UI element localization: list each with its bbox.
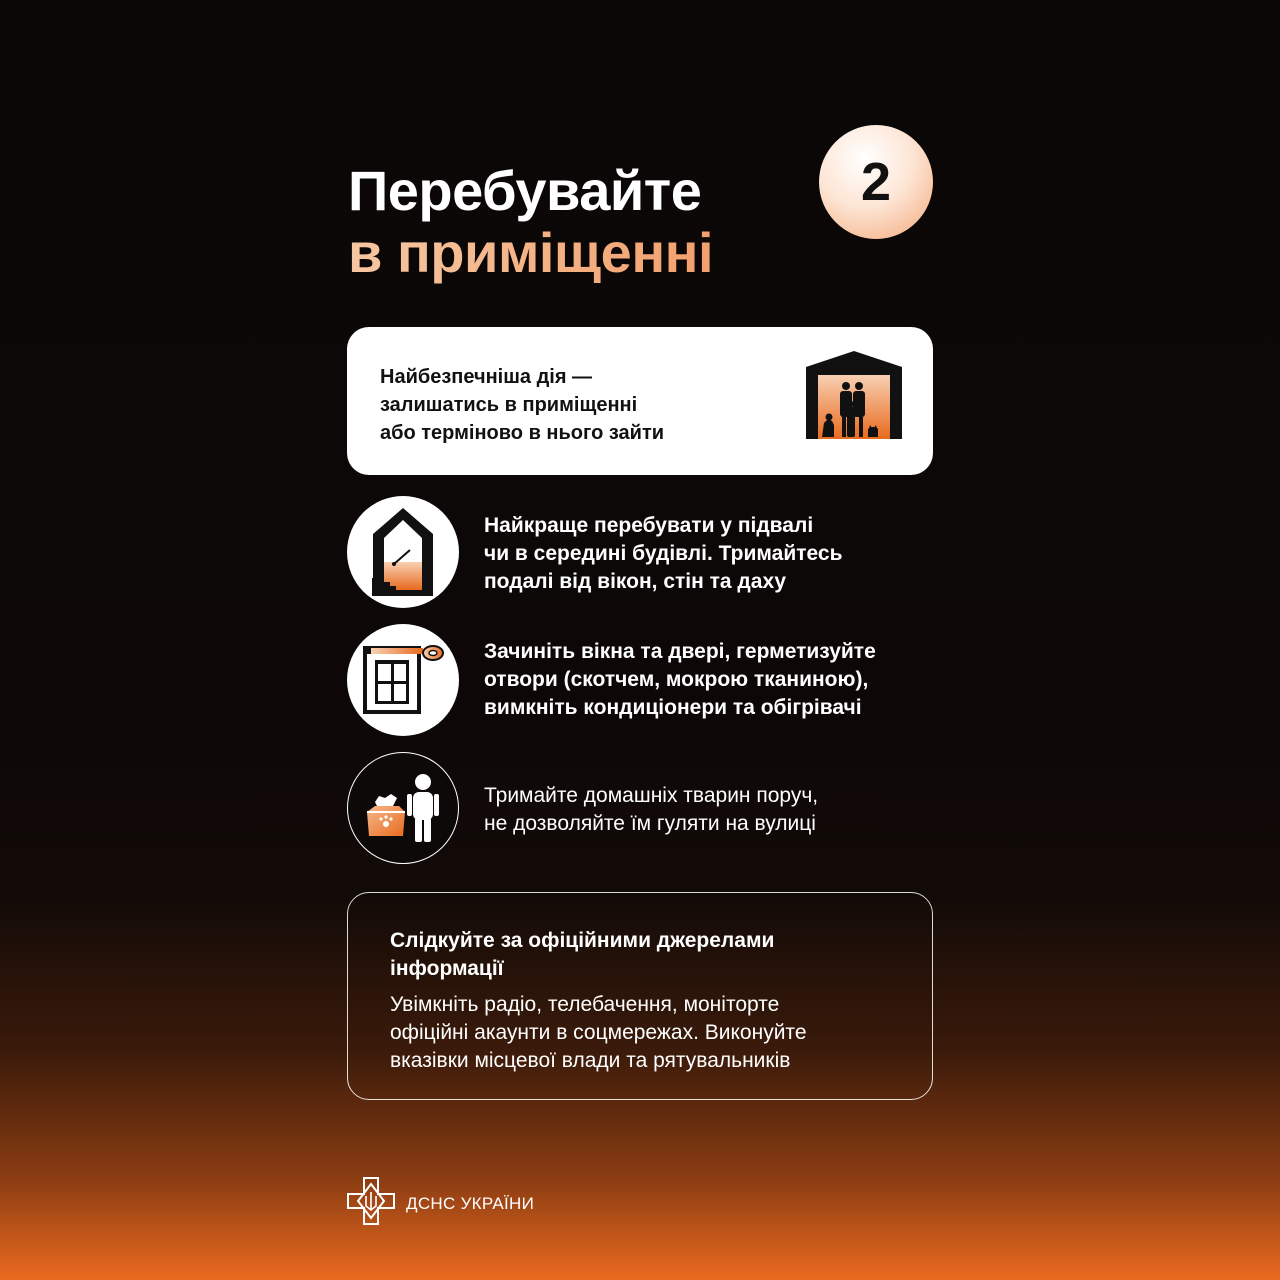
tip-basement-text xyxy=(484,512,944,596)
person-with-pet-icon xyxy=(347,752,459,864)
footer xyxy=(346,1176,534,1231)
tip-pets-text xyxy=(484,782,944,838)
dsns-emblem-icon xyxy=(346,1176,396,1231)
tip-pets-line-1: Тримайте домашніх тварин поруч, xyxy=(484,784,819,807)
key-advice-line-3: або терміново в нього зайти xyxy=(380,422,665,444)
key-advice-line-2: залишатись в приміщенні xyxy=(380,394,638,416)
official-sources-title-line-1: Слідкуйте за офіційними джерелами xyxy=(390,929,775,952)
official-sources-body-line-2: офіційні акаунти в соцмережах. Виконуйте xyxy=(390,1021,807,1044)
tip-pets xyxy=(347,752,947,866)
step-number-badge: 2 xyxy=(819,125,933,239)
title-line-2: в приміщенні xyxy=(348,221,714,284)
official-sources-title-line-2: інформації xyxy=(390,957,504,980)
official-sources-body-line-3: вказівки місцевої влади та рятувальників xyxy=(390,1049,791,1072)
official-sources-body xyxy=(390,991,890,1075)
tip-seal-windows-line-3: вимкніть кондиціонери та обігрівачі xyxy=(484,696,862,719)
house-with-family-icon xyxy=(804,349,904,446)
window-tape-icon xyxy=(347,624,459,736)
official-sources-body-line-1: Увімкніть радіо, телебачення, моніторте xyxy=(390,993,780,1016)
title-line-1: Перебувайте xyxy=(348,159,702,222)
official-sources-title xyxy=(390,927,870,983)
basement-house-icon xyxy=(347,496,459,608)
tip-pets-line-2: не дозволяйте їм гуляти на вулиці xyxy=(484,812,816,835)
tip-basement-line-2: чи в середині будівлі. Тримайтесь xyxy=(484,542,843,565)
key-advice-text xyxy=(380,363,780,447)
organization-name: ДСНС УКРАЇНИ xyxy=(406,1193,535,1213)
page-title xyxy=(348,160,713,284)
tip-basement xyxy=(347,496,947,610)
tip-seal-windows-line-1: Зачиніть вікна та двері, герметизуйте xyxy=(484,640,876,663)
tip-seal-windows-line-2: отвори (скотчем, мокрою тканиною), xyxy=(484,668,869,691)
key-advice-line-1: Найбезпечніша дія — xyxy=(380,366,593,388)
official-sources-card xyxy=(347,892,933,1100)
tip-seal-windows-text xyxy=(484,638,944,722)
tip-basement-line-3: подалі від вікон, стін та даху xyxy=(484,570,787,593)
tip-seal-windows xyxy=(347,624,947,738)
key-advice-card xyxy=(347,327,933,475)
tip-basement-line-1: Найкраще перебувати у підвалі xyxy=(484,514,814,537)
